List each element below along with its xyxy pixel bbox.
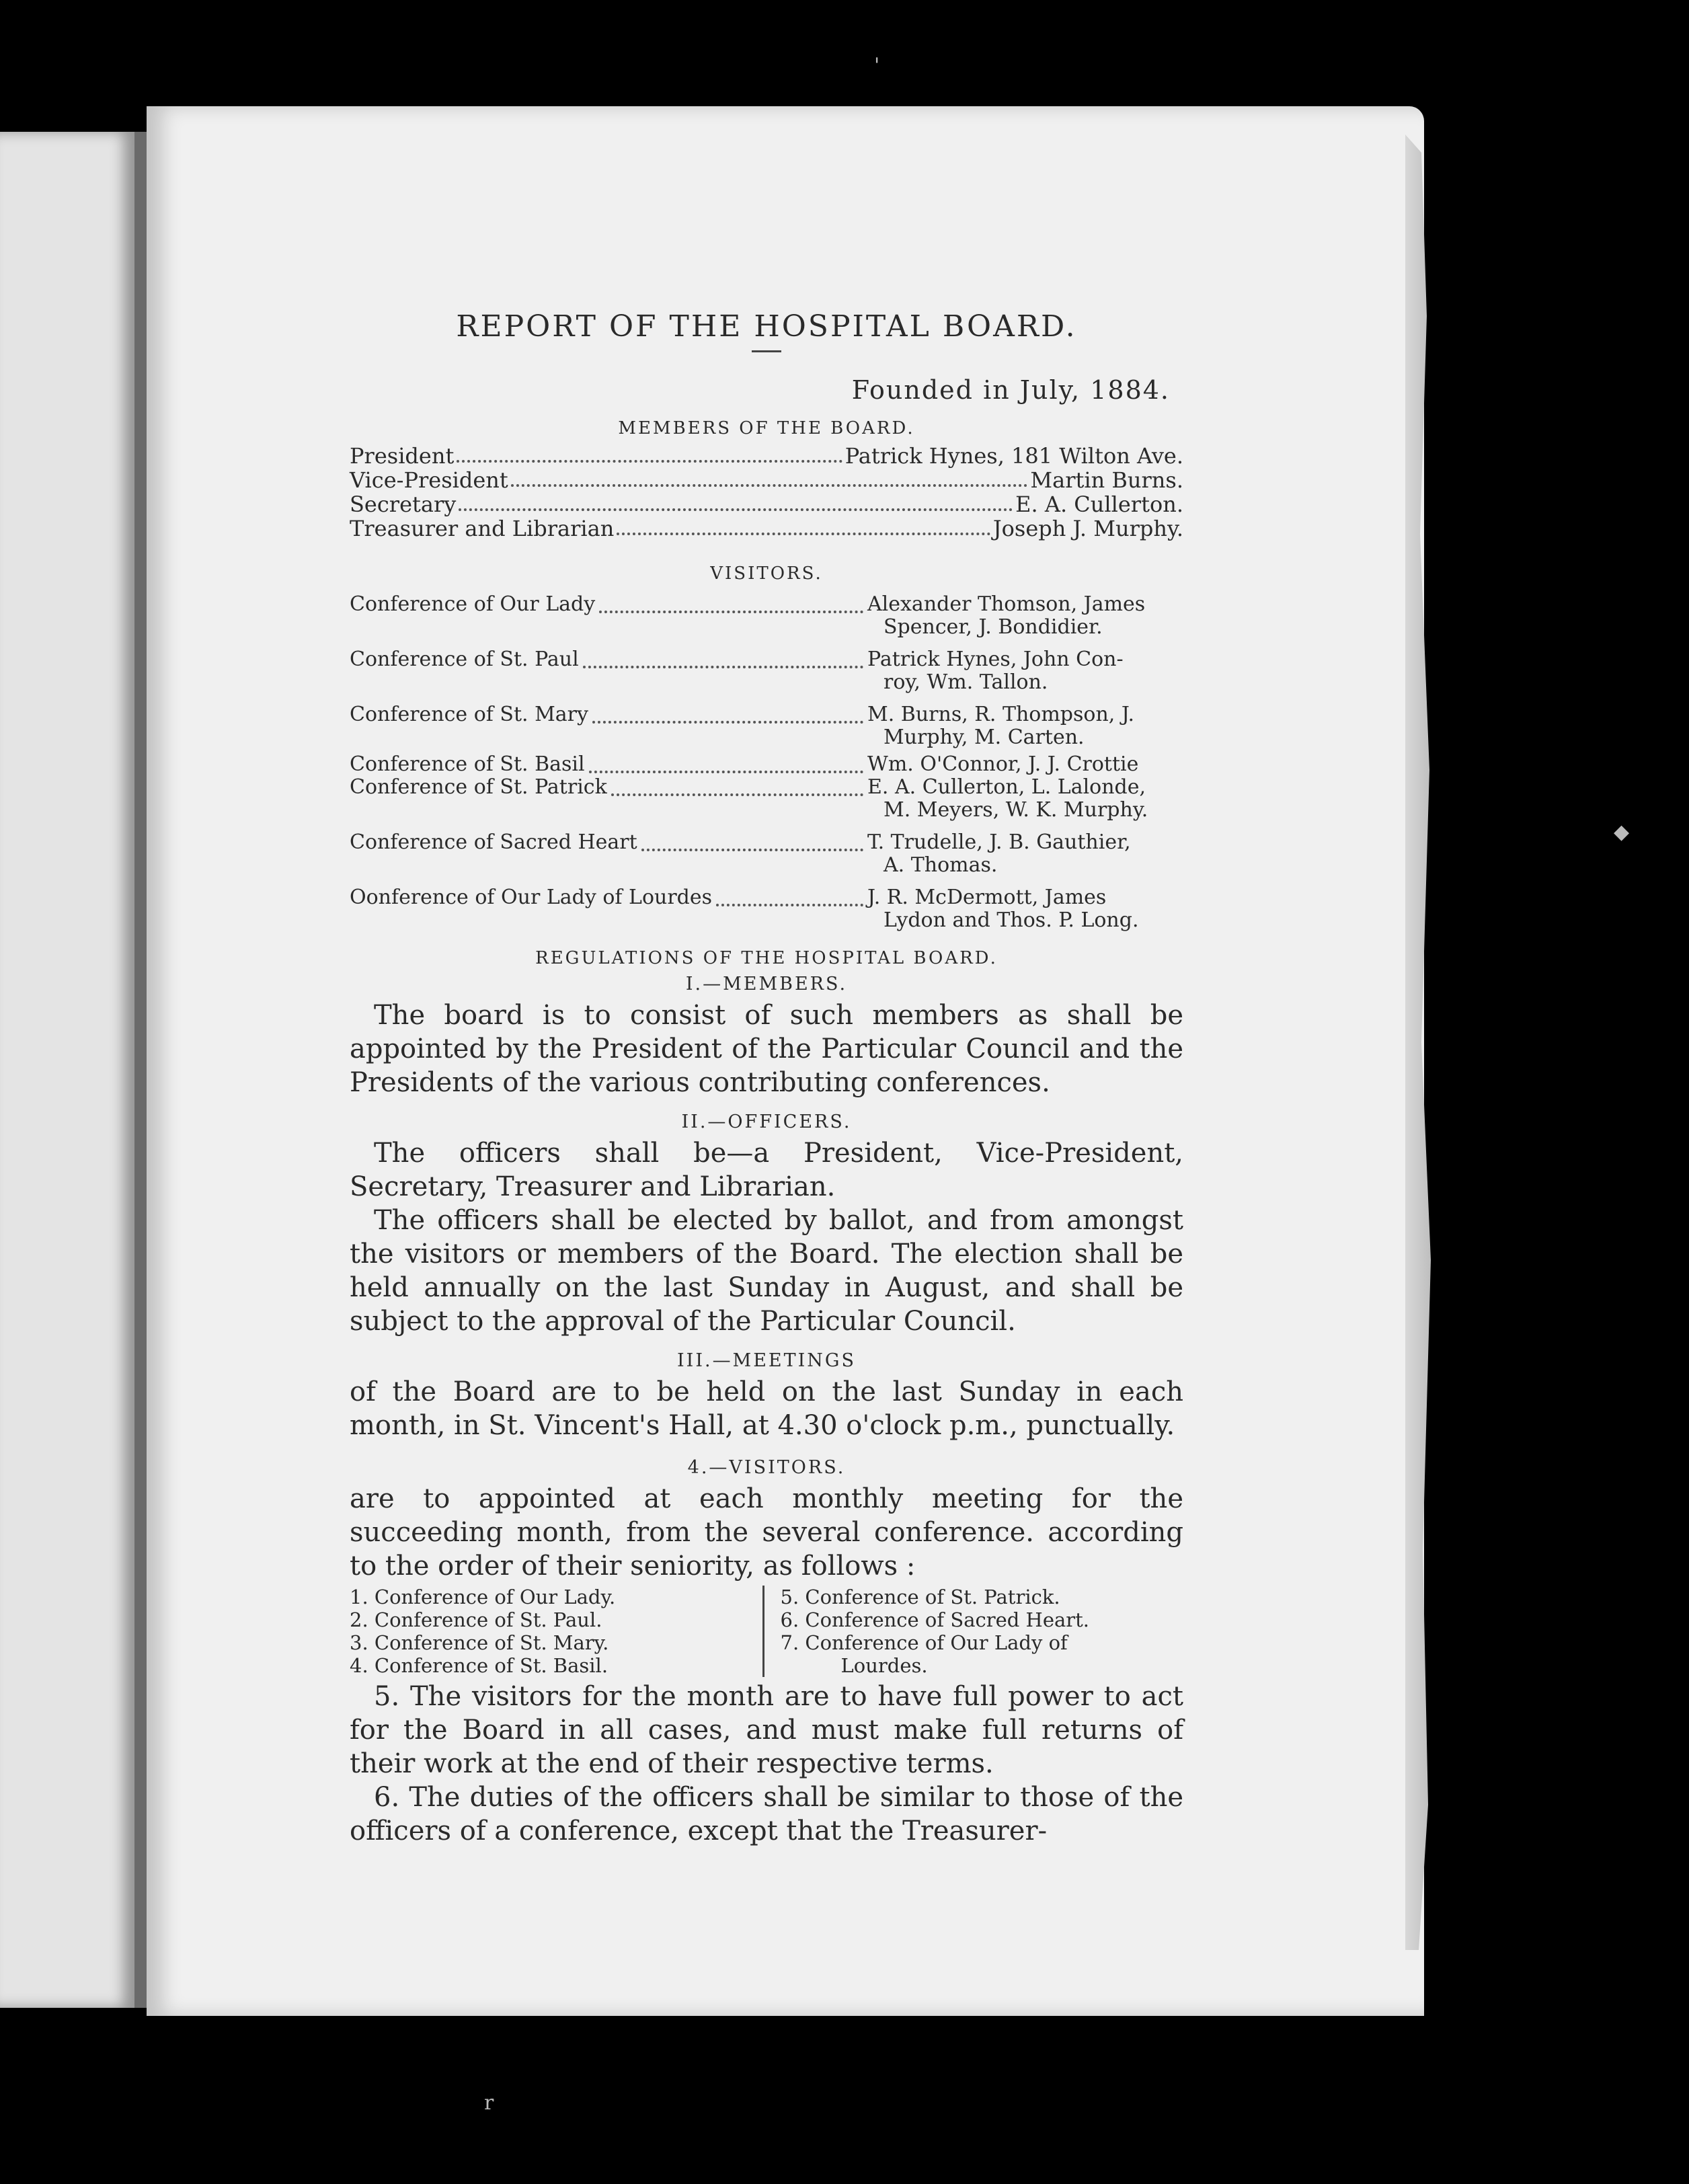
seniority-list xyxy=(350,1586,1183,1677)
seniority-item: 1. Conference of Our Lady. xyxy=(350,1586,616,1608)
leader-dots xyxy=(617,533,990,535)
officer-role: President xyxy=(350,443,455,469)
visitor-conference: Conference of Our Lady xyxy=(350,592,596,616)
visitors-paragraph: are to appointed at each monthly meeting for the succeeding month, from the several conference. according to the order of their seniority, as follows : xyxy=(350,1483,1183,1582)
meetings-paragraph: of the Board are to be held on the last Sunday in each month, in St. Vincent's Hall, at 4.30 o'clock p.m., punctually. xyxy=(350,1376,1183,1441)
visitor-names xyxy=(867,703,1183,749)
visitor-row xyxy=(350,776,1183,822)
officer-row xyxy=(350,492,1183,516)
seniority-item-cont: Lourdes. xyxy=(840,1654,928,1677)
leader-dots xyxy=(511,484,1028,487)
visitor-row xyxy=(350,648,1183,694)
book-gutter xyxy=(134,132,147,2008)
seniority-item: 4. Conference of St. Basil. xyxy=(350,1654,608,1677)
seniority-item xyxy=(781,1631,1184,1677)
visitor-names-line: Patrick Hynes, John Con- xyxy=(867,648,1124,671)
visitor-names-cont: A. Thomas. xyxy=(883,853,998,877)
leader-dots xyxy=(611,793,863,796)
seniority-item: 6. Conference of Sacred Heart. xyxy=(780,1608,1090,1631)
officers-paragraph: The officers shall be—a President, Vice-President, Secretary, Treasurer and Librarian. xyxy=(350,1138,1183,1202)
officers-list xyxy=(350,444,1183,541)
visitor-names-line: M. Burns, R. Thompson, J. xyxy=(867,703,1135,726)
visitor-conference: Conference of St. Mary xyxy=(350,703,588,726)
facing-page xyxy=(0,132,134,2008)
visitor-conference: Conference of St. Patrick xyxy=(350,775,607,799)
meetings-section-heading: III.—MEETINGS xyxy=(676,1350,856,1371)
officer-role: Secretary xyxy=(350,492,457,517)
visitor-names-cont: M. Meyers, W. K. Murphy. xyxy=(883,798,1148,822)
visitor-row xyxy=(350,593,1183,639)
visitor-conference: Conference of Sacred Heart xyxy=(350,830,637,854)
seniority-item: 3. Conference of St. Mary. xyxy=(350,1631,609,1654)
visitor-names-cont: roy, Wm. Tallon. xyxy=(883,670,1048,694)
visitor-row xyxy=(350,831,1183,877)
visitor-names-line: Wm. O'Connor, J. J. Crottie xyxy=(867,752,1139,776)
page-title: REPORT OF THE HOSPITAL BOARD. xyxy=(456,309,1077,344)
leader-dots xyxy=(641,849,863,851)
scan-speck: ' xyxy=(874,54,880,77)
officer-role: Vice-President xyxy=(350,467,508,493)
regulations-heading: REGULATIONS OF THE HOSPITAL BOARD. xyxy=(535,948,998,968)
rule-5-paragraph: 5. The visitors for the month are to have full power to act for the Board in all cases, and must make full returns of their work at the end of their respective terms. xyxy=(350,1681,1183,1779)
seniority-item-text: 7. Conference of Our Lady of xyxy=(780,1631,1068,1654)
visitor-names xyxy=(867,776,1183,822)
officer-name: Martin Burns. xyxy=(1030,467,1183,493)
visitor-names xyxy=(867,831,1183,877)
visitor-row xyxy=(350,886,1183,932)
visitor-row xyxy=(350,703,1183,749)
leader-dots xyxy=(583,666,863,668)
seniority-column-right xyxy=(764,1586,1184,1677)
rule-6-paragraph: 6. The duties of the officers shall be similar to those of the officers of a conference, except that the Treasurer- xyxy=(350,1782,1183,1846)
visitor-names-line: E. A. Cullerton, L. Lalonde, xyxy=(867,775,1146,799)
officers-section-heading: II.—OFFICERS. xyxy=(681,1112,852,1132)
officer-name: Patrick Hynes, 181 Wilton Ave. xyxy=(844,443,1183,469)
visitors-list xyxy=(350,593,1183,932)
officer-name: Joseph J. Murphy. xyxy=(992,516,1183,541)
visitor-names-cont: Spencer, J. Bondidier. xyxy=(883,615,1103,639)
visitor-names xyxy=(867,886,1183,932)
leader-dots xyxy=(599,611,863,613)
founded-date: Founded in July, 1884. xyxy=(851,375,1170,405)
visitor-conference: Conference of St. Basil xyxy=(350,752,585,776)
visitors-section-heading: 4.—VISITORS. xyxy=(687,1457,846,1478)
visitor-names xyxy=(867,753,1183,776)
visitors-heading: VISITORS. xyxy=(710,563,823,584)
seniority-column-left xyxy=(350,1586,764,1677)
members-heading: MEMBERS OF THE BOARD. xyxy=(618,418,915,438)
officer-role: Treasurer and Librarian xyxy=(350,516,615,541)
visitor-names-cont: Murphy, M. Carten. xyxy=(883,726,1085,749)
visitor-names-line: T. Trudelle, J. B. Gauthier, xyxy=(867,830,1131,854)
members-section-heading: I.—MEMBERS. xyxy=(685,974,848,994)
officer-row xyxy=(350,516,1183,541)
visitor-row xyxy=(350,753,1183,776)
visitor-names xyxy=(867,593,1183,639)
officer-row xyxy=(350,444,1183,468)
leader-dots xyxy=(592,721,863,724)
officer-name: E. A. Cullerton. xyxy=(1015,492,1183,517)
visitor-names-cont: Lydon and Thos. P. Long. xyxy=(883,908,1139,932)
leader-dots xyxy=(459,508,1013,511)
members-paragraph: The board is to consist of such members as shall be appointed by the President of the Particular Council and the Presidents of the various contributing conferences. xyxy=(350,1000,1183,1098)
seniority-item: 5. Conference of St. Patrick. xyxy=(780,1586,1060,1608)
visitor-conference: Conference of St. Paul xyxy=(350,648,579,671)
visitor-names-line: Alexander Thomson, James xyxy=(867,592,1146,616)
visitor-names-line: J. R. McDermott, James xyxy=(867,886,1107,909)
leader-dots xyxy=(716,904,863,906)
visitor-conference: Oonference of Our Lady of Lourdes xyxy=(350,886,713,909)
seniority-item: 2. Conference of St. Paul. xyxy=(350,1608,602,1631)
officer-row xyxy=(350,468,1183,492)
leader-dots xyxy=(589,771,863,773)
page-edge xyxy=(1405,134,1432,1950)
title-rule xyxy=(752,350,781,352)
visitor-names xyxy=(867,648,1183,694)
leader-dots xyxy=(457,460,842,463)
officers-election-paragraph: The officers shall be elected by ballot, and from amongst the visitors or members of the Board. The election shall be held annually on the last Sunday in August, and shall be subject to the approval of the Particular Council. xyxy=(350,1205,1183,1337)
page-text xyxy=(350,296,1183,1848)
scan-speck: ◆ xyxy=(1614,820,1630,844)
scan-speck: r xyxy=(484,2091,494,2115)
